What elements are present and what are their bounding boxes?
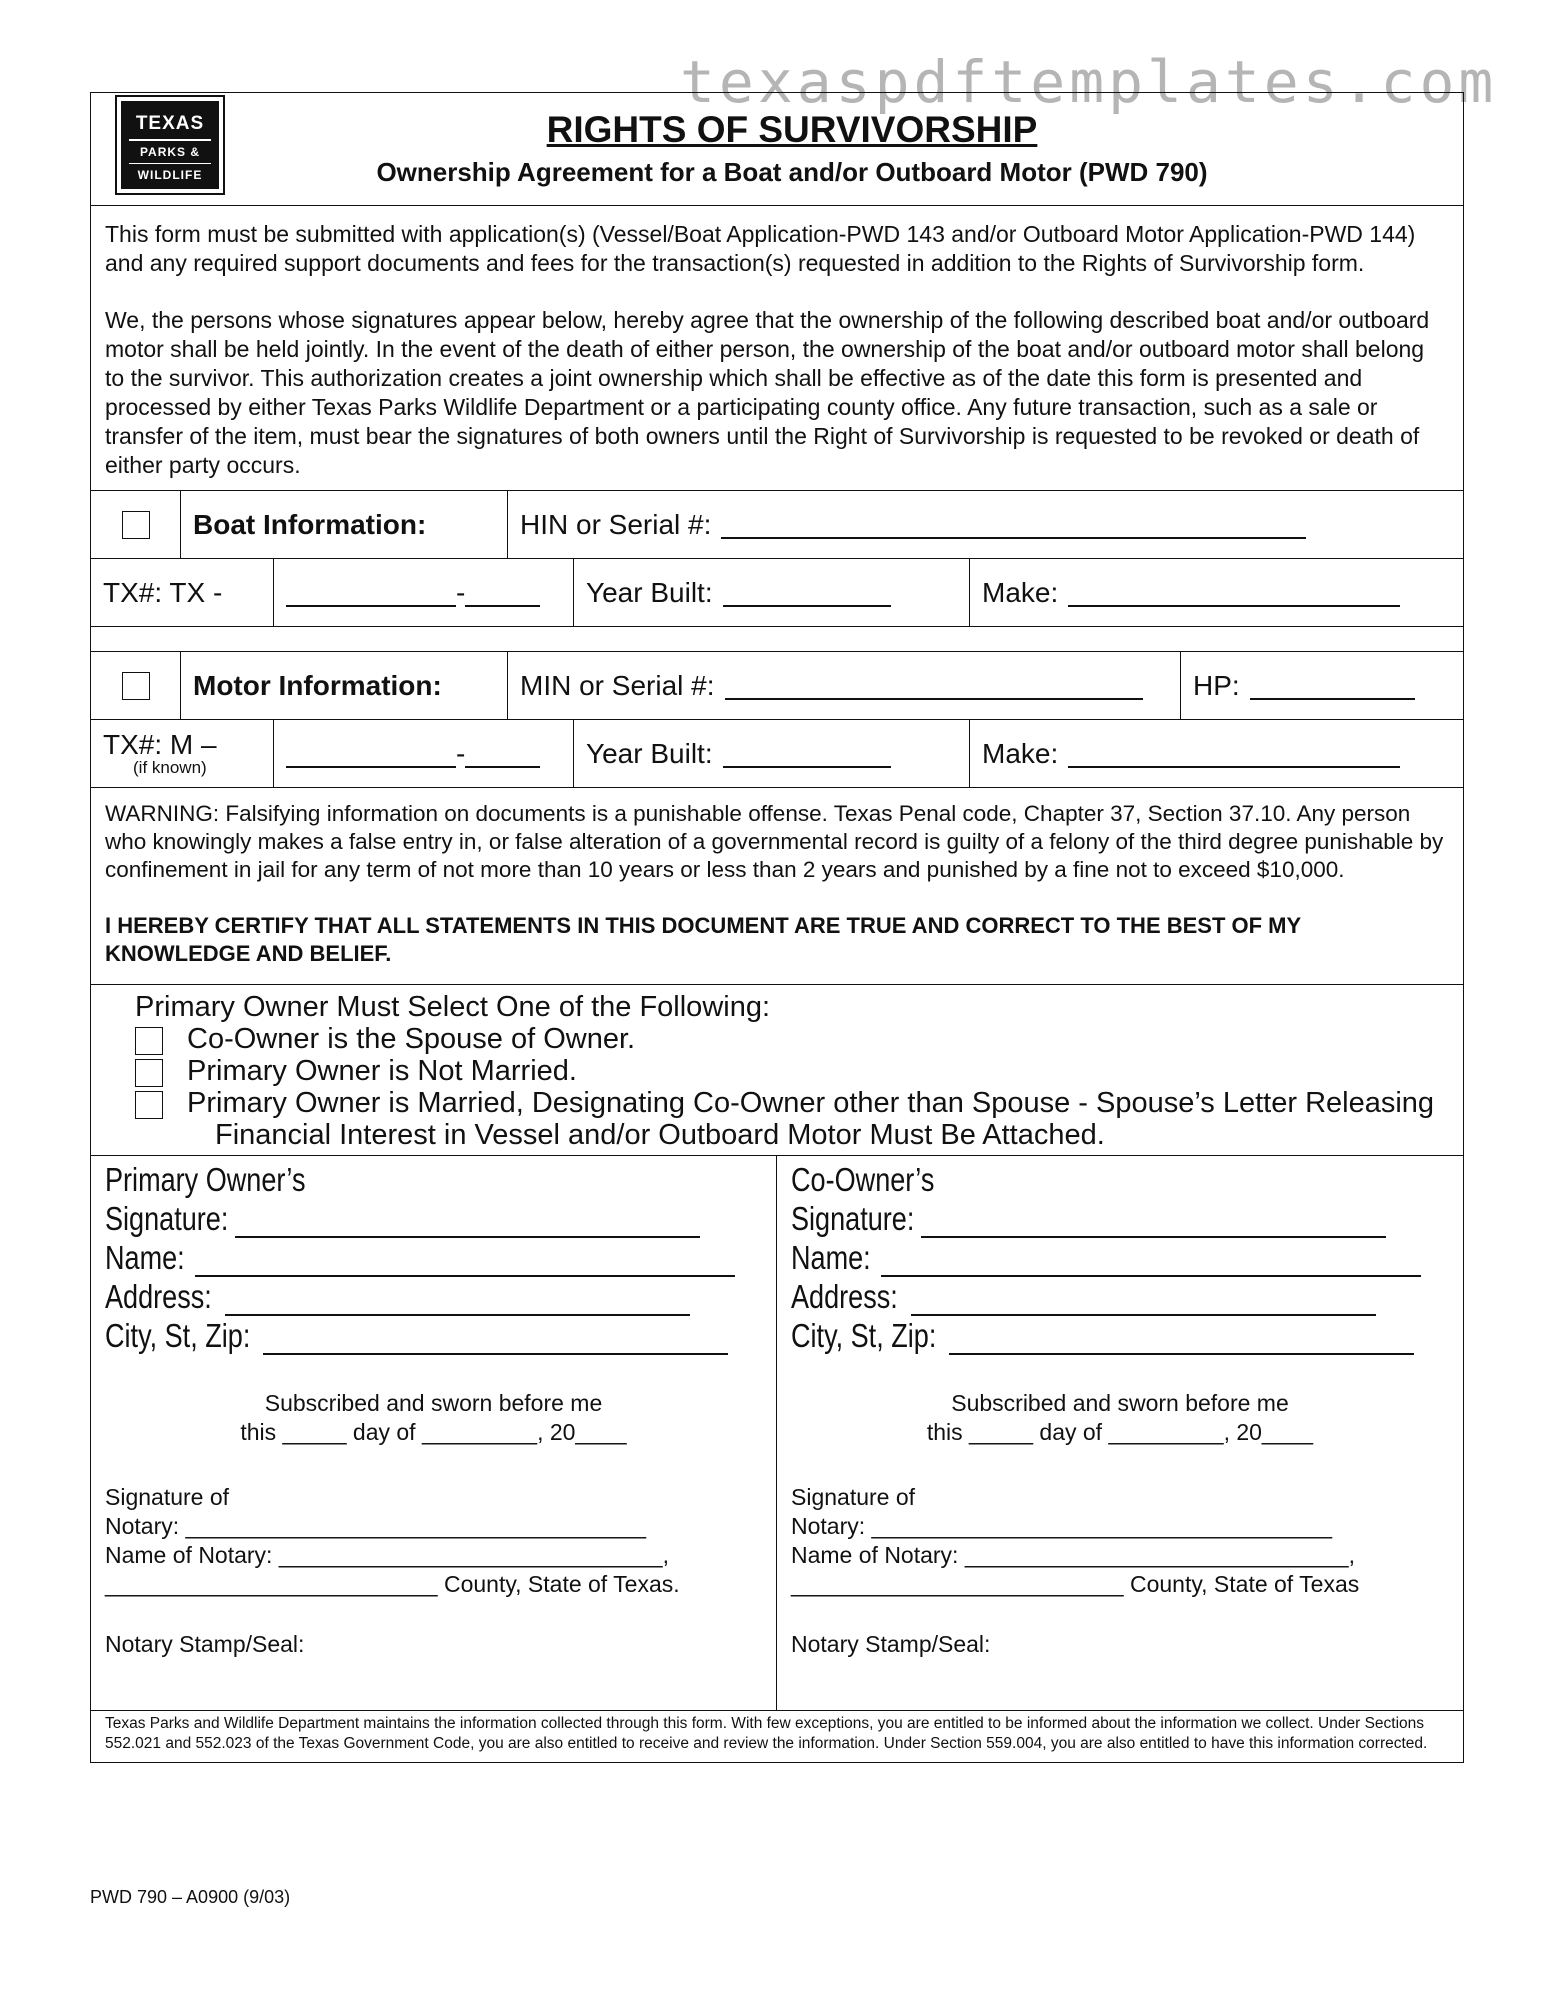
hp-field[interactable] <box>1250 672 1415 700</box>
co-owner-heading: Co-Owner’s <box>791 1161 935 1198</box>
boat-year-field[interactable] <box>723 579 891 607</box>
boat-registration-row <box>91 559 1463 627</box>
primary-address-label: Address: <box>105 1278 212 1315</box>
privacy-notice: Texas Parks and Wildlife Department maintains the information collected through this form. With few exceptions, you are entitled to be informed about the information we collect. Under Sections 552.021 and 552.023 of the Texas Government Code, you are also entitled to receive and review the information. Under Section 559.004, you are also entitled to have this information corrected. <box>105 1715 1428 1752</box>
hin-field[interactable] <box>721 511 1306 539</box>
primary-notary-sig-line[interactable]: Notary: ____________________________________ <box>105 1513 647 1539</box>
co-notary-sig-label: Signature of <box>791 1484 916 1510</box>
co-name-field[interactable] <box>881 1245 1421 1277</box>
co-city-field[interactable] <box>949 1323 1414 1355</box>
certification-text: I HEREBY CERTIFY THAT ALL STATEMENTS IN THIS DOCUMENT ARE TRUE AND CORRECT TO THE BEST OF MY KNOWLEDGE AND BELIEF. <box>105 913 1301 966</box>
co-owner-column <box>777 1156 1463 1710</box>
primary-owner-heading: Primary Owner’s <box>105 1161 306 1198</box>
warning-section <box>91 788 1463 985</box>
primary-owner-column <box>91 1156 777 1710</box>
co-notary-block <box>791 1483 1449 1599</box>
boat-info-row <box>91 491 1463 559</box>
primary-notary-seal-label: Notary Stamp/Seal: <box>105 1631 305 1657</box>
co-county-line[interactable]: __________________________ County, State of Texas <box>791 1571 1360 1597</box>
motor-registration-row <box>91 720 1463 788</box>
primary-address-field[interactable] <box>225 1284 690 1316</box>
section-spacer <box>91 627 1463 652</box>
intro-paragraph-2: We, the persons whose signatures appear below, hereby agree that the ownership of the following described boat and/or outboard motor shall be held jointly. In the event of the death of either person, the ownership of the boat and/or outboard motor shall belong to the survivor. This authorization creates a joint ownership which shall be effective as of the date this form is presented and processed by either Texas Parks Wildlife Department or a participating county office. Any future transaction, such as a sale or transfer of the item, must bear the signatures of both owners until the Right of Survivorship is requested to be revoked or death of either party occurs. <box>105 307 1430 478</box>
primary-city-field[interactable] <box>263 1323 728 1355</box>
boat-year-label: Year Built: <box>586 576 713 608</box>
co-sworn-block <box>791 1389 1449 1447</box>
owner-selection-section <box>91 985 1463 1156</box>
motor-info-label: Motor Information: <box>193 669 442 701</box>
hin-label: HIN or Serial #: <box>520 508 712 540</box>
motor-tx-number-field[interactable] <box>286 740 456 768</box>
married-other-checkbox[interactable] <box>135 1091 163 1119</box>
form <box>90 92 1464 1763</box>
selection-option-2-label: Primary Owner is Not Married. <box>187 1055 577 1087</box>
co-signature-field[interactable] <box>921 1206 1386 1238</box>
owners-section <box>91 1156 1463 1711</box>
motor-year-field[interactable] <box>723 740 891 768</box>
boat-tx-suffix-field[interactable] <box>465 579 540 607</box>
min-label: MIN or Serial #: <box>520 669 715 701</box>
co-sworn-line-2: this _____ day of _________, 20____ <box>926 1419 1314 1445</box>
primary-notary-block <box>105 1483 762 1599</box>
primary-sworn-line-2: this _____ day of _________, 20____ <box>240 1419 627 1445</box>
co-address-label: Address: <box>791 1278 898 1315</box>
form-header <box>91 93 1463 206</box>
selection-option-1-label: Co-Owner is the Spouse of Owner. <box>187 1023 636 1055</box>
motor-make-label: Make: <box>982 737 1059 769</box>
boat-info-label: Boat Information: <box>193 508 427 540</box>
co-address-field[interactable] <box>911 1284 1376 1316</box>
form-subtitle: Ownership Agreement for a Boat and/or Outboard Motor (PWD 790) <box>376 157 1208 187</box>
primary-sworn-line-1: Subscribed and sworn before me <box>264 1390 603 1416</box>
logo-line-3: WILDLIFE <box>137 168 203 182</box>
motor-tx-suffix-field[interactable] <box>465 740 540 768</box>
hp-label: HP: <box>1193 669 1240 701</box>
primary-notary-name-line[interactable]: Name of Notary: ______________________________, <box>105 1542 669 1568</box>
co-signature-label: Signature: <box>791 1200 915 1237</box>
not-married-checkbox[interactable] <box>135 1059 163 1087</box>
boat-tx-number-field[interactable] <box>286 579 456 607</box>
selection-option-3-label: Primary Owner is Married, Designating Co-Owner other than Spouse - Spouse’s Letter Releasing <box>187 1087 1435 1119</box>
selection-heading: Primary Owner Must Select One of the Following: <box>135 991 771 1023</box>
motor-tx-note: (if known) <box>133 757 207 777</box>
motor-make-field[interactable] <box>1068 740 1400 768</box>
min-field[interactable] <box>725 672 1143 700</box>
primary-name-label: Name: <box>105 1239 185 1276</box>
selection-option-3-continuation: Financial Interest in Vessel and/or Outboard Motor Must Be Attached. <box>215 1119 1105 1151</box>
boat-make-label: Make: <box>982 576 1059 608</box>
boat-tx-dash: - <box>456 576 466 608</box>
primary-signature-field[interactable] <box>235 1206 700 1238</box>
primary-county-line[interactable]: __________________________ County, State of Texas. <box>105 1571 680 1597</box>
primary-name-field[interactable] <box>195 1245 735 1277</box>
boat-tx-label: TX#: TX - <box>103 576 223 608</box>
spouse-checkbox[interactable] <box>135 1027 163 1055</box>
selection-option-not-married <box>135 1055 1449 1087</box>
intro-paragraph-1: This form must be submitted with application(s) (Vessel/Boat Application-PWD 143 and/or Outboard Motor Application-PWD 144) and any required support documents and fees for the transaction(s) requested in addition to the Rights of Survivorship form. <box>105 221 1416 276</box>
co-sworn-line-1: Subscribed and sworn before me <box>951 1390 1289 1416</box>
selection-option-married-other <box>135 1087 1449 1119</box>
boat-make-field[interactable] <box>1068 579 1400 607</box>
form-number: PWD 790 – A0900 (9/03) <box>90 1887 291 1907</box>
co-notary-sig-line[interactable]: Notary: ____________________________________ <box>791 1513 1333 1539</box>
primary-notary-sig-label: Signature of <box>105 1484 230 1510</box>
co-notary-name-line[interactable]: Name of Notary: ______________________________, <box>791 1542 1355 1568</box>
intro-section <box>91 206 1463 491</box>
primary-sworn-block <box>105 1389 762 1447</box>
motor-year-label: Year Built: <box>586 737 713 769</box>
selection-option-spouse <box>135 1023 1449 1055</box>
logo-line-2: PARKS & <box>139 144 201 159</box>
co-city-label: City, St, Zip: <box>791 1317 937 1354</box>
co-notary-seal-label: Notary Stamp/Seal: <box>791 1631 991 1657</box>
form-title: RIGHTS OF SURVIVORSHIP <box>546 109 1038 150</box>
logo-line-1: TEXAS <box>135 113 205 134</box>
watermark: texaspdftemplates.com <box>680 48 1498 116</box>
motor-tx-dash: - <box>456 737 466 769</box>
motor-tx-label: TX#: M – <box>103 728 217 760</box>
motor-info-row <box>91 652 1463 720</box>
co-name-label: Name: <box>791 1239 871 1276</box>
primary-city-label: City, St, Zip: <box>105 1317 251 1354</box>
warning-text: WARNING: Falsifying information on documents is a punishable offense. Texas Penal code, Chapter 37, Section 37.10. Any person who knowingly makes a false entry in, or false alteration of a governmental record is guilty of a felony of the third degree punishable by confinement in jail for any term of not more than 10 years or less than 2 years and punished by a fine not to exceed $10,000. <box>105 801 1444 882</box>
motor-checkbox[interactable] <box>122 672 150 700</box>
boat-checkbox[interactable] <box>122 511 150 539</box>
primary-signature-label: Signature: <box>105 1200 229 1237</box>
